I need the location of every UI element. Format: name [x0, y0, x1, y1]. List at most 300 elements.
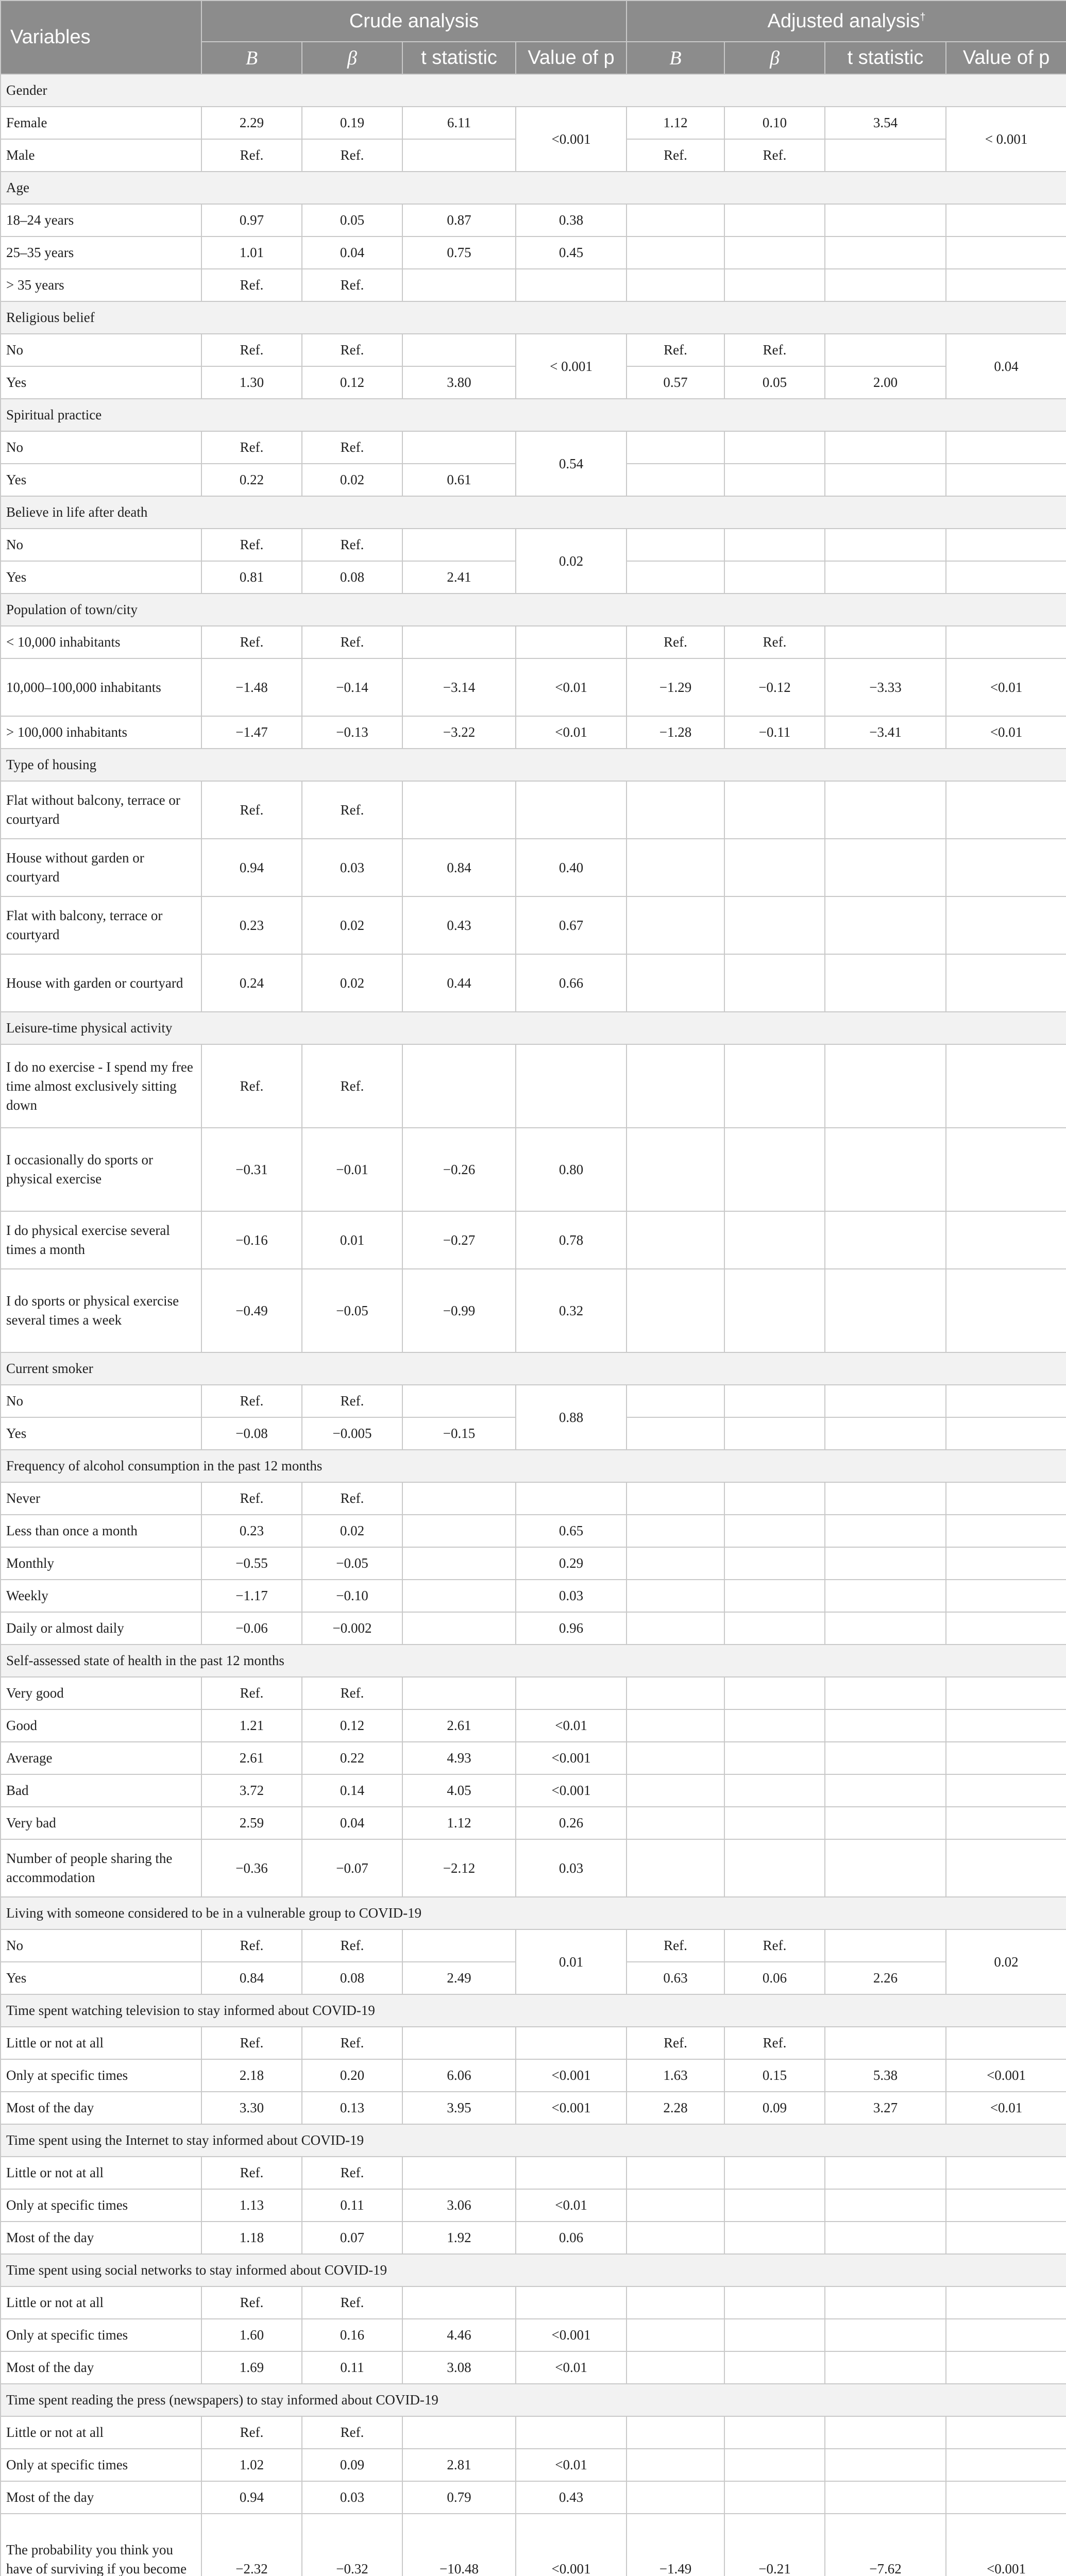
crude-beta-cell: 0.11: [302, 2189, 402, 2222]
table-row: [1, 781, 1066, 839]
row-label: Female: [1, 107, 201, 139]
adjusted-t-cell: [825, 2027, 946, 2059]
adjusted-beta-cell: −0.12: [724, 658, 825, 716]
adjusted-p-cell: [946, 464, 1066, 496]
section-title: Believe in life after death: [1, 496, 1066, 529]
adjusted-b-cell: [627, 2286, 724, 2319]
crude-t-cell: [402, 334, 516, 366]
crude-p-cell: [516, 2157, 627, 2189]
crude-beta-cell: −0.05: [302, 1269, 402, 1352]
adjusted-t-cell: 3.27: [825, 2092, 946, 2124]
adjusted-beta-cell: [724, 1807, 825, 1839]
adjusted-p-cell: [946, 236, 1066, 269]
crude-t-cell: 3.80: [402, 366, 516, 399]
crude-beta-cell: 0.05: [302, 204, 402, 236]
section-title: Type of housing: [1, 749, 1066, 781]
table-row: [1, 2059, 1066, 2092]
crude-beta-cell: 0.22: [302, 1742, 402, 1774]
section-header-row: [1, 1012, 1066, 1044]
adjusted-p-cell: [946, 2189, 1066, 2222]
adjusted-p-cell: [946, 431, 1066, 464]
adjusted-p-cell: [946, 269, 1066, 301]
crude-b-cell: −0.08: [201, 1417, 302, 1450]
crude-t-cell: [402, 2286, 516, 2319]
adjusted-beta-cell: [724, 269, 825, 301]
adjusted-p-cell: < 0.001: [946, 107, 1066, 172]
crude-p-cell: <0.01: [516, 1709, 627, 1742]
crude-p-cell: < 0.001: [516, 334, 627, 399]
adjusted-beta-cell: 0.15: [724, 2059, 825, 2092]
crude-b-cell: −1.47: [201, 716, 302, 749]
crude-b-cell: −0.49: [201, 1269, 302, 1352]
crude-beta-cell: 0.03: [302, 2481, 402, 2514]
header-adjusted-t: [825, 42, 946, 74]
row-label: No: [1, 529, 201, 561]
row-label: House without garden or courtyard: [1, 839, 201, 896]
adjusted-beta-cell: [724, 954, 825, 1012]
row-label: 25–35 years: [1, 236, 201, 269]
crude-beta-cell: 0.16: [302, 2319, 402, 2351]
crude-t-cell: 0.84: [402, 839, 516, 896]
crude-b-cell: Ref.: [201, 1385, 302, 1417]
crude-p-cell: [516, 781, 627, 839]
crude-b-cell: Ref.: [201, 334, 302, 366]
adjusted-beta-cell: [724, 1482, 825, 1515]
table-row: [1, 896, 1066, 954]
section-header-row: [1, 749, 1066, 781]
adjusted-b-cell: [627, 464, 724, 496]
adjusted-t-cell: [825, 529, 946, 561]
crude-p-cell: 0.45: [516, 236, 627, 269]
adjusted-p-cell: [946, 2351, 1066, 2384]
adjusted-p-cell: [946, 1709, 1066, 1742]
crude-p-cell: <0.01: [516, 2351, 627, 2384]
section-header-row: [1, 594, 1066, 626]
crude-p-cell: <0.001: [516, 2092, 627, 2124]
crude-t-cell: [402, 2416, 516, 2449]
crude-p-cell: 0.67: [516, 896, 627, 954]
crude-p-cell: 0.32: [516, 1269, 627, 1352]
crude-t-cell: 2.61: [402, 1709, 516, 1742]
crude-b-cell: −0.06: [201, 1612, 302, 1645]
crude-p-cell: <0.001: [516, 2514, 627, 2576]
adjusted-beta-cell: [724, 2416, 825, 2449]
crude-t-cell: 3.08: [402, 2351, 516, 2384]
crude-beta-cell: 0.19: [302, 107, 402, 139]
adjusted-t-cell: [825, 1677, 946, 1709]
row-label: I do no exercise - I spend my free time almost exclusively sitting down: [1, 1044, 201, 1128]
section-title: Religious belief: [1, 301, 1066, 334]
crude-p-cell: 0.40: [516, 839, 627, 896]
adjusted-p-cell: <0.01: [946, 2092, 1066, 2124]
row-label: No: [1, 1385, 201, 1417]
adjusted-beta-cell: [724, 2481, 825, 2514]
crude-b-cell: 0.94: [201, 2481, 302, 2514]
adjusted-b-cell: [627, 1774, 724, 1807]
header-crude-analysis: [201, 1, 627, 42]
adjusted-t-cell: [825, 781, 946, 839]
adjusted-p-cell: [946, 1839, 1066, 1897]
crude-beta-cell: −0.01: [302, 1128, 402, 1211]
header-crude-t-label: t statistic: [421, 47, 497, 69]
crude-b-cell: −2.32: [201, 2514, 302, 2576]
crude-b-cell: 1.21: [201, 1709, 302, 1742]
table-row: [1, 1269, 1066, 1352]
header-crude-p: [516, 42, 627, 74]
row-label: Very bad: [1, 1807, 201, 1839]
adjusted-b-cell: [627, 431, 724, 464]
crude-b-cell: 0.23: [201, 1515, 302, 1547]
adjusted-b-cell: Ref.: [627, 626, 724, 658]
adjusted-p-cell: [946, 204, 1066, 236]
row-label: Most of the day: [1, 2351, 201, 2384]
table-row: [1, 107, 1066, 139]
crude-p-cell: <0.001: [516, 1774, 627, 1807]
adjusted-t-cell: [825, 2319, 946, 2351]
crude-p-cell: 0.96: [516, 1612, 627, 1645]
crude-t-cell: 3.06: [402, 2189, 516, 2222]
section-header-row: [1, 399, 1066, 431]
crude-t-cell: 4.46: [402, 2319, 516, 2351]
crude-b-cell: 3.30: [201, 2092, 302, 2124]
table-header: [1, 1, 1066, 74]
adjusted-b-cell: [627, 1417, 724, 1450]
section-title: Time spent using social networks to stay informed about COVID-19: [1, 2254, 1066, 2286]
adjusted-b-cell: 1.63: [627, 2059, 724, 2092]
adjusted-t-cell: [825, 2157, 946, 2189]
adjusted-p-cell: [946, 2222, 1066, 2254]
crude-b-cell: 0.97: [201, 204, 302, 236]
adjusted-b-cell: [627, 1677, 724, 1709]
adjusted-beta-cell: 0.06: [724, 1962, 825, 1994]
crude-p-cell: [516, 2286, 627, 2319]
adjusted-p-cell: [946, 561, 1066, 594]
adjusted-beta-cell: −0.21: [724, 2514, 825, 2576]
crude-beta-cell: Ref.: [302, 529, 402, 561]
adjusted-beta-cell: [724, 561, 825, 594]
adjusted-beta-cell: [724, 2351, 825, 2384]
adjusted-t-cell: −3.41: [825, 716, 946, 749]
crude-p-cell: 0.26: [516, 1807, 627, 1839]
row-label: Most of the day: [1, 2481, 201, 2514]
section-header-row: [1, 2124, 1066, 2157]
crude-b-cell: −0.16: [201, 1211, 302, 1269]
adjusted-b-cell: [627, 1482, 724, 1515]
row-label: House with garden or courtyard: [1, 954, 201, 1012]
crude-b-cell: Ref.: [201, 1677, 302, 1709]
adjusted-p-cell: [946, 1044, 1066, 1128]
adjusted-beta-cell: [724, 1417, 825, 1450]
adjusted-beta-cell: Ref.: [724, 626, 825, 658]
adjusted-b-cell: [627, 1612, 724, 1645]
crude-b-cell: 1.18: [201, 2222, 302, 2254]
row-label: No: [1, 1929, 201, 1962]
adjusted-t-cell: [825, 431, 946, 464]
crude-t-cell: 6.11: [402, 107, 516, 139]
adjusted-beta-cell: 0.05: [724, 366, 825, 399]
row-label: Only at specific times: [1, 2449, 201, 2481]
crude-p-cell: <0.001: [516, 2319, 627, 2351]
crude-b-cell: Ref.: [201, 529, 302, 561]
crude-beta-cell: 0.02: [302, 954, 402, 1012]
crude-beta-cell: −0.14: [302, 658, 402, 716]
adjusted-beta-cell: [724, 1269, 825, 1352]
header-adjusted-label: Adjusted analysis: [767, 10, 920, 32]
section-title: Current smoker: [1, 1352, 1066, 1385]
adjusted-t-cell: [825, 1044, 946, 1128]
adjusted-beta-cell: [724, 1839, 825, 1897]
table-row: [1, 626, 1066, 658]
adjusted-t-cell: −3.33: [825, 658, 946, 716]
table-row: [1, 2092, 1066, 2124]
crude-beta-cell: −0.005: [302, 1417, 402, 1450]
crude-beta-cell: 0.02: [302, 464, 402, 496]
adjusted-beta-cell: [724, 2319, 825, 2351]
crude-beta-cell: Ref.: [302, 139, 402, 172]
section-header-row: [1, 74, 1066, 107]
header-adjusted-b-label: B: [669, 47, 682, 69]
crude-p-cell: [516, 269, 627, 301]
crude-beta-cell: Ref.: [302, 2286, 402, 2319]
adjusted-t-cell: [825, 1807, 946, 1839]
row-label: Daily or almost daily: [1, 1612, 201, 1645]
crude-b-cell: 0.94: [201, 839, 302, 896]
row-label: < 10,000 inhabitants: [1, 626, 201, 658]
crude-beta-cell: 0.04: [302, 1807, 402, 1839]
adjusted-t-cell: [825, 626, 946, 658]
crude-p-cell: <0.001: [516, 1742, 627, 1774]
crude-b-cell: Ref.: [201, 1929, 302, 1962]
adjusted-t-cell: [825, 1515, 946, 1547]
adjusted-b-cell: [627, 1128, 724, 1211]
header-adjusted-t-label: t statistic: [847, 47, 924, 69]
section-header-row: [1, 496, 1066, 529]
adjusted-t-cell: [825, 2449, 946, 2481]
row-label: Yes: [1, 561, 201, 594]
crude-p-cell: 0.06: [516, 2222, 627, 2254]
crude-t-cell: [402, 2157, 516, 2189]
table-row: [1, 1482, 1066, 1515]
adjusted-beta-cell: [724, 839, 825, 896]
row-label: I occasionally do sports or physical exercise: [1, 1128, 201, 1211]
table-row: [1, 204, 1066, 236]
table-row: [1, 1547, 1066, 1580]
adjusted-t-cell: [825, 334, 946, 366]
adjusted-t-cell: [825, 839, 946, 896]
adjusted-b-cell: [627, 269, 724, 301]
crude-t-cell: −0.99: [402, 1269, 516, 1352]
crude-b-cell: 1.69: [201, 2351, 302, 2384]
crude-b-cell: Ref.: [201, 431, 302, 464]
table-row: [1, 1709, 1066, 1742]
adjusted-t-cell: [825, 2481, 946, 2514]
adjusted-b-cell: [627, 2351, 724, 2384]
adjusted-beta-cell: [724, 1044, 825, 1128]
table-row: [1, 236, 1066, 269]
table-row: [1, 2027, 1066, 2059]
table-row: [1, 1742, 1066, 1774]
crude-p-cell: 0.66: [516, 954, 627, 1012]
row-label: Good: [1, 1709, 201, 1742]
crude-beta-cell: 0.08: [302, 1962, 402, 1994]
adjusted-t-cell: [825, 1547, 946, 1580]
crude-beta-cell: Ref.: [302, 334, 402, 366]
adjusted-b-cell: [627, 1709, 724, 1742]
crude-p-cell: 0.78: [516, 1211, 627, 1269]
adjusted-b-cell: [627, 2449, 724, 2481]
adjusted-p-cell: [946, 626, 1066, 658]
table-row: [1, 1677, 1066, 1709]
crude-t-cell: −0.15: [402, 1417, 516, 1450]
adjusted-beta-cell: [724, 431, 825, 464]
crude-beta-cell: 0.12: [302, 1709, 402, 1742]
row-label: > 35 years: [1, 269, 201, 301]
row-label: Yes: [1, 366, 201, 399]
adjusted-b-cell: [627, 839, 724, 896]
crude-p-cell: [516, 2027, 627, 2059]
table-row: [1, 1839, 1066, 1897]
row-label: Average: [1, 1742, 201, 1774]
adjusted-t-cell: 3.54: [825, 107, 946, 139]
crude-b-cell: 1.02: [201, 2449, 302, 2481]
row-label: Flat with balcony, terrace or courtyard: [1, 896, 201, 954]
adjusted-beta-cell: [724, 2222, 825, 2254]
row-label: Flat without balcony, terrace or courtyard: [1, 781, 201, 839]
crude-beta-cell: Ref.: [302, 1677, 402, 1709]
table-row: [1, 1612, 1066, 1645]
crude-b-cell: −1.48: [201, 658, 302, 716]
adjusted-t-cell: [825, 2189, 946, 2222]
table-row: [1, 1774, 1066, 1807]
adjusted-t-cell: [825, 2222, 946, 2254]
crude-t-cell: [402, 2027, 516, 2059]
crude-t-cell: 3.95: [402, 2092, 516, 2124]
row-label: Little or not at all: [1, 2027, 201, 2059]
adjusted-b-cell: Ref.: [627, 2027, 724, 2059]
row-label: Yes: [1, 1962, 201, 1994]
section-header-row: [1, 2254, 1066, 2286]
header-crude-t: [402, 42, 516, 74]
table-row: [1, 2222, 1066, 2254]
row-label: Only at specific times: [1, 2059, 201, 2092]
adjusted-p-cell: [946, 2449, 1066, 2481]
crude-beta-cell: Ref.: [302, 1385, 402, 1417]
row-label: Very good: [1, 1677, 201, 1709]
adjusted-p-cell: [946, 1128, 1066, 1211]
crude-b-cell: Ref.: [201, 2286, 302, 2319]
crude-p-cell: [516, 2416, 627, 2449]
crude-beta-cell: 0.11: [302, 2351, 402, 2384]
adjusted-t-cell: [825, 1774, 946, 1807]
adjusted-b-cell: [627, 1385, 724, 1417]
adjusted-t-cell: [825, 1482, 946, 1515]
crude-t-cell: −2.12: [402, 1839, 516, 1897]
adjusted-b-cell: [627, 529, 724, 561]
table-row: [1, 1580, 1066, 1612]
adjusted-t-cell: 2.00: [825, 366, 946, 399]
crude-t-cell: −3.14: [402, 658, 516, 716]
adjusted-p-cell: [946, 1547, 1066, 1580]
crude-t-cell: [402, 1385, 516, 1417]
adjusted-b-cell: [627, 2157, 724, 2189]
crude-beta-cell: 0.12: [302, 366, 402, 399]
adjusted-b-cell: Ref.: [627, 139, 724, 172]
crude-beta-cell: −0.13: [302, 716, 402, 749]
adjusted-b-cell: [627, 954, 724, 1012]
section-title: Gender: [1, 74, 1066, 107]
row-label: Number of people sharing the accommodation: [1, 1839, 201, 1897]
row-label: Only at specific times: [1, 2319, 201, 2351]
adjusted-b-cell: [627, 561, 724, 594]
crude-t-cell: [402, 431, 516, 464]
adjusted-t-cell: [825, 1580, 946, 1612]
crude-b-cell: Ref.: [201, 2027, 302, 2059]
adjusted-b-cell: [627, 896, 724, 954]
adjusted-beta-cell: [724, 1774, 825, 1807]
row-label: Yes: [1, 464, 201, 496]
adjusted-beta-cell: [724, 1612, 825, 1645]
crude-t-cell: −0.27: [402, 1211, 516, 1269]
adjusted-b-cell: [627, 2481, 724, 2514]
adjusted-p-cell: [946, 2027, 1066, 2059]
adjusted-b-cell: [627, 1839, 724, 1897]
crude-p-cell: 0.01: [516, 1929, 627, 1994]
adjusted-t-cell: −7.62: [825, 2514, 946, 2576]
crude-p-cell: <0.001: [516, 2059, 627, 2092]
adjusted-beta-cell: [724, 2286, 825, 2319]
crude-t-cell: 4.05: [402, 1774, 516, 1807]
crude-t-cell: 0.75: [402, 236, 516, 269]
section-title: Leisure-time physical activity: [1, 1012, 1066, 1044]
adjusted-t-cell: 2.26: [825, 1962, 946, 1994]
crude-t-cell: [402, 1677, 516, 1709]
crude-beta-cell: 0.02: [302, 1515, 402, 1547]
table-row: [1, 1211, 1066, 1269]
adjusted-beta-cell: [724, 464, 825, 496]
crude-p-cell: 0.65: [516, 1515, 627, 1547]
header-crude-b: [201, 42, 302, 74]
row-label: Most of the day: [1, 2092, 201, 2124]
adjusted-b-cell: 2.28: [627, 2092, 724, 2124]
row-label: > 100,000 inhabitants: [1, 716, 201, 749]
crude-p-cell: 0.80: [516, 1128, 627, 1211]
row-label: I do physical exercise several times a month: [1, 1211, 201, 1269]
adjusted-p-cell: [946, 529, 1066, 561]
adjusted-t-cell: [825, 269, 946, 301]
header-variables: [1, 1, 201, 74]
adjusted-b-cell: −1.28: [627, 716, 724, 749]
crude-beta-cell: 0.14: [302, 1774, 402, 1807]
adjusted-beta-cell: [724, 781, 825, 839]
table-body: [1, 74, 1066, 2576]
crude-beta-cell: 0.04: [302, 236, 402, 269]
crude-beta-cell: −0.002: [302, 1612, 402, 1645]
section-title: Frequency of alcohol consumption in the past 12 months: [1, 1450, 1066, 1482]
section-header-row: [1, 172, 1066, 204]
adjusted-b-cell: 0.57: [627, 366, 724, 399]
header-adjusted-footnote-mark: †: [920, 11, 926, 23]
table-row: [1, 2157, 1066, 2189]
adjusted-t-cell: [825, 139, 946, 172]
adjusted-p-cell: [946, 1807, 1066, 1839]
adjusted-p-cell: [946, 2481, 1066, 2514]
section-header-row: [1, 1645, 1066, 1677]
crude-beta-cell: Ref.: [302, 2157, 402, 2189]
crude-beta-cell: −0.32: [302, 2514, 402, 2576]
adjusted-p-cell: 0.02: [946, 1929, 1066, 1994]
crude-b-cell: 2.29: [201, 107, 302, 139]
crude-beta-cell: 0.02: [302, 896, 402, 954]
